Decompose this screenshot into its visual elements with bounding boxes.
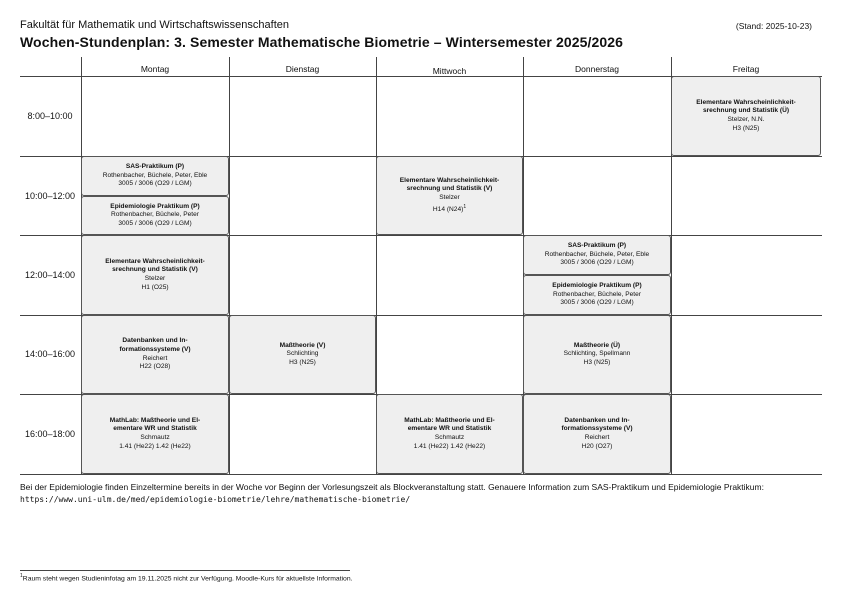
- time-label: 8:00–10:00: [27, 111, 73, 121]
- event-room: H3 (N25): [583, 358, 611, 366]
- event-room-line: [433, 203, 466, 215]
- time-label: 16:00–18:00: [24, 429, 76, 439]
- event-title: formationssysteme (V): [561, 425, 633, 433]
- event-card-sas-praktikum-donnerstag[interactable]: [523, 235, 671, 275]
- event-people: Schmautz: [140, 434, 170, 441]
- event-people: Reichert: [142, 354, 168, 362]
- event-title: SAS-Praktikum (P): [567, 242, 627, 250]
- event-card-sas-praktikum-montag[interactable]: [81, 156, 229, 196]
- day-header-mittwoch: Mittwoch: [432, 66, 467, 76]
- event-people: Stelzer, N.N.: [727, 116, 765, 123]
- grid-vline: [229, 57, 230, 475]
- event-card-wr-vorlesung-montag[interactable]: [81, 235, 229, 315]
- event-room: 3005 / 3006 (O29 / LGM): [560, 259, 634, 267]
- time-label: 14:00–16:00: [24, 349, 76, 359]
- event-card-epidemiologie-donnerstag[interactable]: [523, 275, 671, 315]
- event-people: Schlichting, Spellmann: [563, 350, 631, 358]
- event-people: Rothenbacher, Büchele, Peter: [111, 211, 199, 219]
- event-card-masstheorie-uebung-donnerstag[interactable]: [523, 315, 671, 394]
- event-title: Datenbanken und In-: [122, 337, 188, 345]
- event-title: srechnung und Statistik (Ü): [702, 107, 790, 115]
- event-title: ementare WR und Statistik: [113, 425, 197, 433]
- event-room: H3 (N25): [289, 358, 316, 366]
- day-header-montag: Montag: [140, 64, 170, 74]
- day-header-dienstag: Dienstag: [285, 64, 320, 74]
- event-room: H3 (N25): [732, 124, 760, 132]
- event-people: Reichert: [584, 434, 610, 441]
- event-title: formationssysteme (V): [119, 345, 191, 353]
- event-title: srechnung und Statistik (V): [406, 185, 493, 193]
- event-title: Epidemiologie Praktikum (P): [552, 282, 642, 290]
- event-room: H22 (O28): [139, 363, 171, 371]
- event-room: H14 (N24): [432, 205, 464, 213]
- page-title: Wochen-Stundenplan: 3. Semester Mathematische Biometrie – Wintersemester 2025/2026: [20, 34, 624, 50]
- info-note-link[interactable]: https://www.uni-ulm.de/med/epidemiologie-biometrie/lehre/mathematische-biometrie/: [20, 495, 411, 504]
- event-people: Rothenbacher, Büchele, Peter, Eble: [544, 250, 650, 258]
- event-people: Schlichting: [286, 350, 319, 358]
- event-people: Stelzer: [439, 193, 460, 201]
- event-people: Stelzer: [144, 275, 166, 282]
- event-title: Maßtheorie (Ü): [573, 341, 621, 349]
- footnote-text: Raum steht wegen Studieninfotag am 19.11.2025 nicht zur Verfügung. Moodle-Kurs für aktuellste Information.: [22, 575, 353, 583]
- day-header-donnerstag: Donnerstag: [575, 64, 619, 74]
- grid-hline: [20, 474, 822, 475]
- event-title: MathLab: Maßtheorie und El-: [404, 416, 495, 424]
- day-header-freitag: Freitag: [732, 64, 760, 74]
- event-card-wr-vorlesung-mittwoch[interactable]: [376, 156, 523, 235]
- event-room: H1 (O25): [141, 283, 169, 291]
- event-room: 1.41 (He22) 1.42 (He22): [119, 442, 191, 450]
- time-label: 12:00–14:00: [24, 270, 76, 280]
- event-title: srechnung und Statistik (V): [112, 266, 198, 274]
- event-title: MathLab: Maßtheorie und El-: [109, 416, 201, 424]
- event-people: Schmautz: [434, 434, 465, 441]
- event-title: Maßtheorie (V): [279, 341, 326, 349]
- faculty-name: Fakultät für Mathematik und Wirtschaftswissenschaften: [20, 19, 289, 31]
- event-card-masstheorie-vorlesung-dienstag[interactable]: [229, 315, 376, 394]
- footnote-rule: [20, 570, 350, 571]
- event-card-epidemiologie-montag[interactable]: [81, 196, 229, 235]
- event-title: SAS-Praktikum (P): [125, 163, 185, 171]
- event-room: 3005 / 3006 (O29 / LGM): [118, 180, 192, 188]
- event-room: 3005 / 3006 (O29 / LGM): [560, 299, 634, 307]
- footnote: [20, 573, 353, 582]
- event-title: Datenbanken und In-: [564, 416, 630, 424]
- event-card-wr-uebung-freitag[interactable]: [671, 76, 821, 156]
- event-title: Elementare Wahrscheinlichkeit-: [399, 176, 500, 184]
- event-card-datenbanken-donnerstag[interactable]: [523, 394, 671, 474]
- footnote-mark: 1: [20, 573, 23, 579]
- event-card-mathlab-mittwoch[interactable]: [376, 394, 523, 474]
- event-people: Rothenbacher, Büchele, Peter: [553, 290, 641, 298]
- event-card-datenbanken-montag[interactable]: [81, 315, 229, 394]
- info-note-text: Bei der Epidemiologie finden Einzeltermine bereits in der Woche vor Beginn der Vorlesungszeit als Blockveranstaltung statt. Genauere Information zum SAS-Praktikum und Epidemiologie Praktikum:: [20, 482, 764, 492]
- event-title: Elementare Wahrscheinlichkeit-: [696, 98, 796, 106]
- event-title: Epidemiologie Praktikum (P): [110, 202, 200, 210]
- event-room: H20 (O27): [581, 442, 613, 450]
- event-people: Rothenbacher, Büchele, Peter, Eble: [102, 171, 208, 179]
- event-card-mathlab-montag[interactable]: [81, 394, 229, 474]
- event-room: 3005 / 3006 (O29 / LGM): [118, 219, 192, 227]
- event-room: 1.41 (He22) 1.42 (He22): [413, 442, 486, 450]
- stand-date: (Stand: 2025-10-23): [735, 21, 812, 31]
- footnote-mark: 1: [463, 203, 467, 210]
- time-label: 10:00–12:00: [24, 191, 76, 201]
- info-note: [20, 481, 820, 506]
- event-title: Elementare Wahrscheinlichkeit-: [105, 257, 205, 265]
- event-title: ementare WR und Statistik: [407, 425, 492, 433]
